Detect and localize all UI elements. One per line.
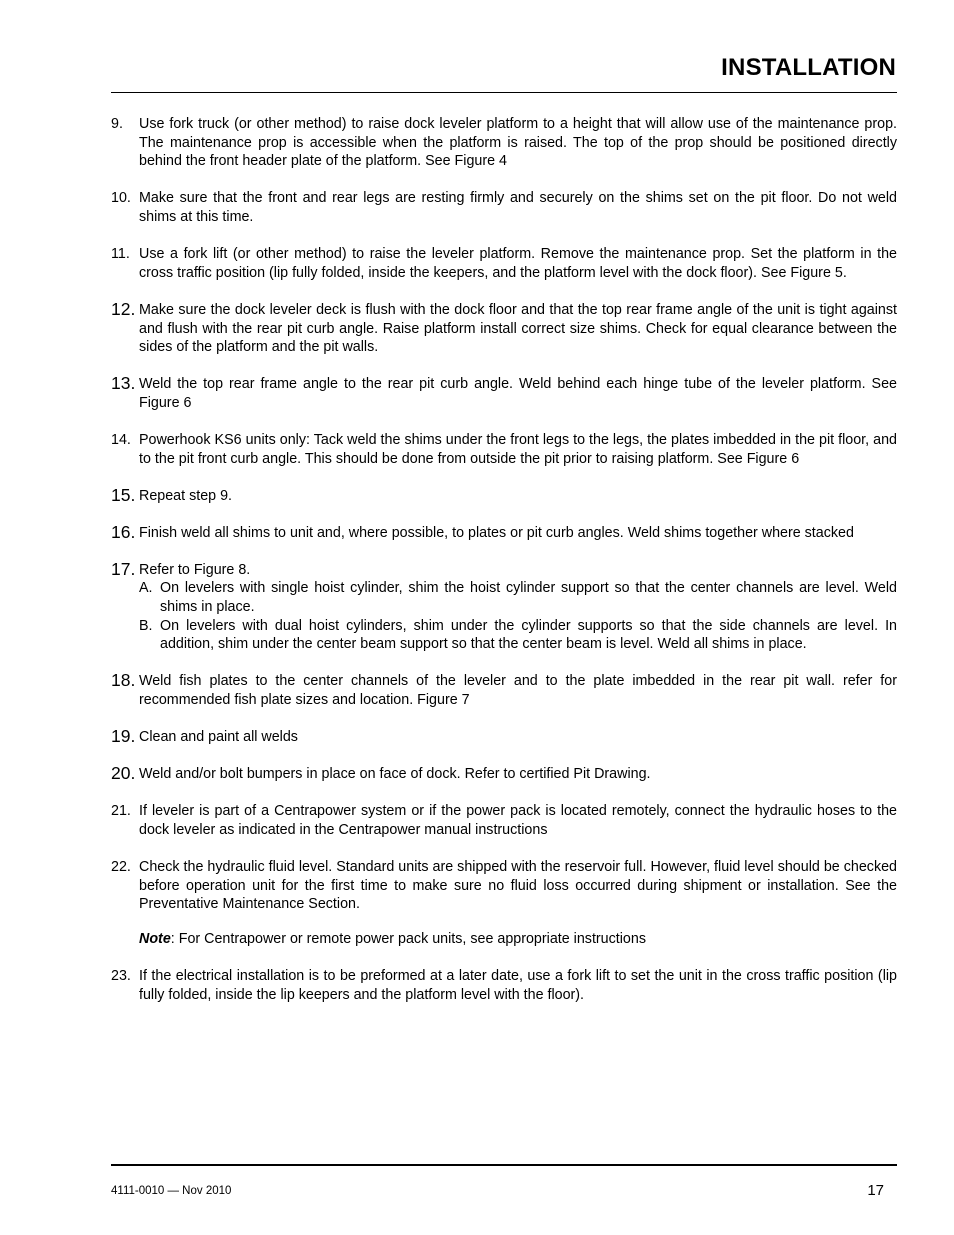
substep-a [139, 579, 897, 616]
page-title: INSTALLATION [721, 54, 896, 81]
page-number: 17 [867, 1182, 884, 1199]
footer-divider [111, 1164, 897, 1166]
step-10 [111, 189, 897, 226]
step-text: Check the hydraulic fluid level. Standard units are shipped with the reservoir full. However, fluid level should be checked before operation unit for the first time to make sure no fluid loss occurred during shipment or installation. See the Preventative Maintenance Section. [139, 858, 897, 913]
note-label: Note [139, 931, 171, 948]
step-number: 23. [111, 968, 131, 985]
step-text: Weld the top rear frame angle to the rear pit curb angle. Weld behind each hinge tube of the leveler platform. See Figure 6 [139, 376, 897, 411]
step-9 [111, 115, 897, 171]
step-text: Weld fish plates to the center channels of the leveler and to the plate imbedded in the rear pit wall. refer for recommended fish plate sizes and location. Figure 7 [139, 673, 897, 709]
substep-b [139, 617, 897, 654]
step-number: 9. [111, 116, 123, 132]
step-18 [111, 672, 897, 709]
step-text: Repeat step 9. [139, 487, 232, 504]
step-number: 12. [111, 298, 136, 319]
step-17 [111, 558, 897, 655]
note [111, 930, 897, 949]
step-text: Finish weld all shims to unit and, where possible, to plates or pit curb angles. Weld shims together where stacked [139, 524, 854, 541]
step-number: 22. [111, 858, 131, 875]
step-text: If the electrical installation is to be preformed at a later date, use a fork lift to set the unit in the cross traffic position (lip fully folded, inside the lip keepers and the platform level with the floor). [139, 968, 897, 1003]
step-14 [111, 431, 897, 468]
step-number: 21. [111, 803, 131, 820]
substep-letter: A. [139, 580, 153, 597]
step-text: Use a fork lift (or other method) to raise the leveler platform. Remove the maintenance prop. Set the platform in the cross traffic position (lip fully folded, inside the keepers, and the platform level with the dock floor). See Figure 5. [139, 246, 897, 281]
step-21 [111, 802, 897, 839]
step-15 [111, 484, 897, 506]
step-number: 18. [111, 670, 136, 691]
step-number: 14. [111, 431, 131, 448]
note-text: : For Centrapower or remote power pack units, see appropriate instructions [170, 931, 646, 948]
step-number: 16. [111, 521, 136, 542]
step-13 [111, 375, 897, 412]
step-12 [111, 298, 897, 357]
document-id: 4111-0010 — Nov 2010 [111, 1185, 232, 1197]
step-16 [111, 521, 897, 543]
step-20 [111, 765, 897, 784]
substep-text: On levelers with dual hoist cylinders, shim under the cylinder supports so that the side channels are level. In addition, shim under the center beam support so that the center beam is level. Weld all shims in place. [160, 617, 897, 653]
step-22 [111, 858, 897, 914]
step-23 [111, 967, 897, 1004]
header-divider [111, 92, 897, 93]
step-text: Use fork truck (or other method) to raise dock leveler platform to a height that will allow use of the maintenance prop. The maintenance prop is accessible when the platform is raised. The top of the prop should be positioned directly behind the front header plate of the platform. See Figure 4 [139, 116, 897, 170]
step-number: 10. [111, 190, 131, 207]
step-number: 13. [111, 373, 136, 394]
step-text: Refer to Figure 8. [139, 561, 251, 578]
step-11 [111, 245, 897, 282]
substep-letter: B. [139, 617, 153, 634]
step-text: Make sure the dock leveler deck is flush with the dock floor and that the top rear frame angle of the unit is tight against and flush with the rear pit curb angle. Raise platform install correct size shims. Check for equal clearance between the sides of the platform and the pit walls. [139, 301, 897, 356]
step-text: Make sure that the front and rear legs are resting firmly and securely on the shims set on the pit floor. Do not weld shims at this time. [139, 190, 897, 226]
installation-steps [111, 115, 897, 1023]
step-number: 15. [111, 484, 136, 505]
step-number: 20. [111, 763, 136, 784]
step-19 [111, 728, 897, 747]
substep-text: On levelers with single hoist cylinder, shim the hoist cylinder support so that the center channels are level. Weld shims in place. [160, 580, 897, 616]
step-number: 11. [111, 246, 130, 263]
step-number: 19. [111, 726, 136, 747]
step-text: Clean and paint all welds [139, 729, 298, 746]
step-text: If leveler is part of a Centrapower system or if the power pack is located remotely, connect the hydraulic hoses to the dock leveler as indicated in the Centrapower manual instructions [139, 803, 897, 838]
step-text: Powerhook KS6 units only: Tack weld the shims under the front legs to the legs, the plates imbedded in the pit floor, and to the pit front curb angle. This should be done from outside the pit prior to raising platform. See Figure 6 [139, 431, 897, 467]
step-number: 17. [111, 558, 136, 579]
step-text: Weld and/or bolt bumpers in place on face of dock. Refer to certified Pit Drawing. [139, 766, 651, 783]
